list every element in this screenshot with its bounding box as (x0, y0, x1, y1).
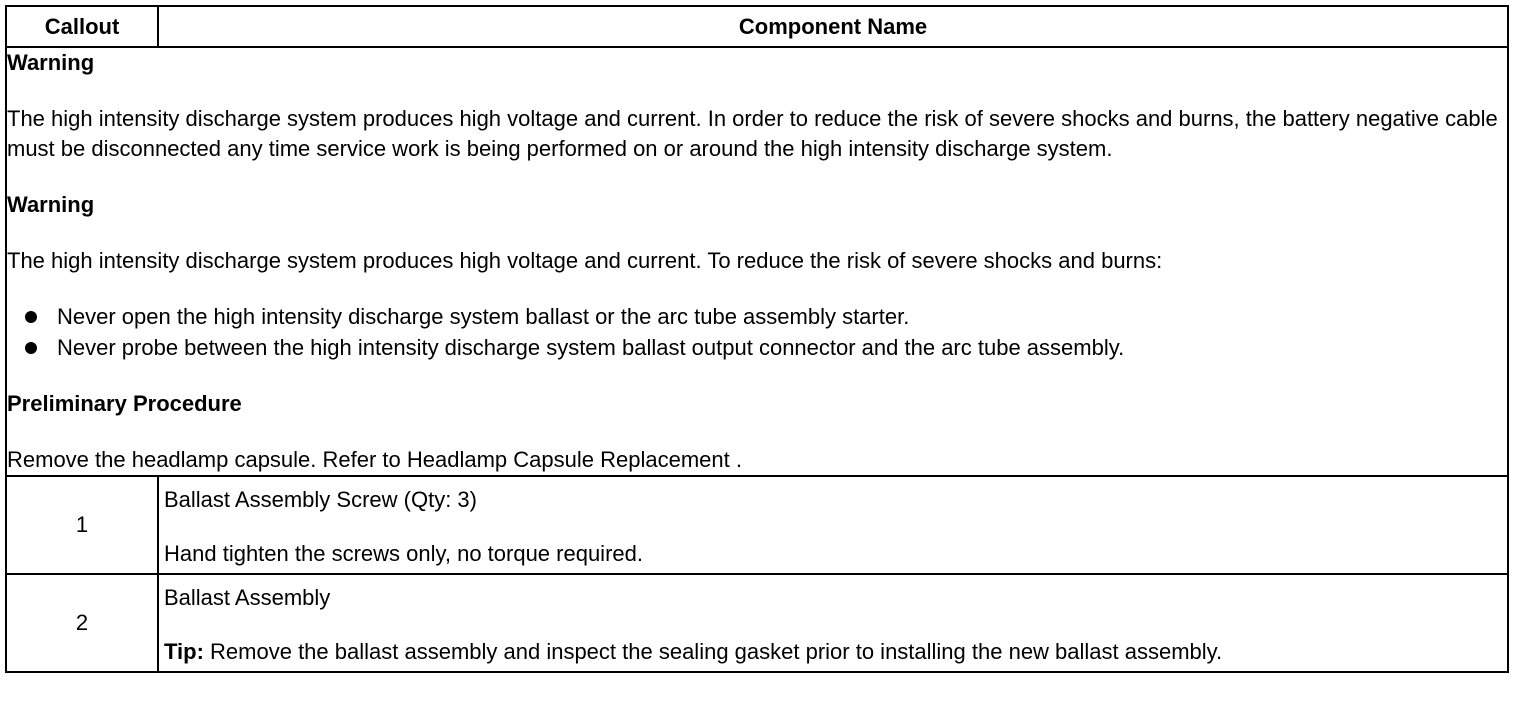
component-cell (158, 476, 1508, 574)
intro-cell (6, 47, 1508, 476)
callout-column-header: Callout (6, 6, 158, 47)
table-row (6, 574, 1508, 672)
list-item (7, 301, 1507, 332)
list-item (7, 332, 1507, 363)
callout-number: 2 (6, 574, 158, 672)
warning-1-text: The high intensity discharge system produces high voltage and current. In order to reduce the risk of severe shocks and burns, the battery negative cable must be disconnected any time service work is being performed on or around the high intensity discharge system. (7, 106, 1498, 161)
intro-row (6, 47, 1508, 476)
warning-2-title: Warning (7, 192, 95, 217)
table-row (6, 476, 1508, 574)
component-name-column-header: Component Name (158, 6, 1508, 47)
tip-text: Remove the ballast assembly and inspect the sealing gasket prior to installing the new ballast assembly. (203, 639, 1223, 664)
warning-1-title: Warning (7, 50, 95, 75)
header-row (6, 6, 1508, 47)
component-note: Hand tighten the screws only, no torque required. (164, 541, 643, 566)
tip-label: Tip: (164, 639, 204, 664)
component-cell (158, 574, 1508, 672)
bullet-icon (25, 311, 37, 323)
warning-2-text: The high intensity discharge system produces high voltage and current. To reduce the risk of severe shocks and burns: (7, 248, 1163, 273)
callout-number: 1 (6, 476, 158, 574)
component-name: Ballast Assembly (164, 585, 331, 610)
bullet-icon (25, 342, 37, 354)
procedure-text: Remove the headlamp capsule. Refer to Headlamp Capsule Replacement . (7, 447, 742, 472)
component-table (5, 5, 1509, 673)
bullet-text: Never open the high intensity discharge system ballast or the arc tube assembly starter. (57, 304, 910, 329)
procedure-title: Preliminary Procedure (7, 391, 242, 416)
warning-bullet-list (7, 301, 1507, 363)
component-name: Ballast Assembly Screw (Qty: 3) (164, 487, 477, 512)
bullet-text: Never probe between the high intensity discharge system ballast output connector and the arc tube assembly. (57, 335, 1125, 360)
component-note (164, 637, 1502, 667)
